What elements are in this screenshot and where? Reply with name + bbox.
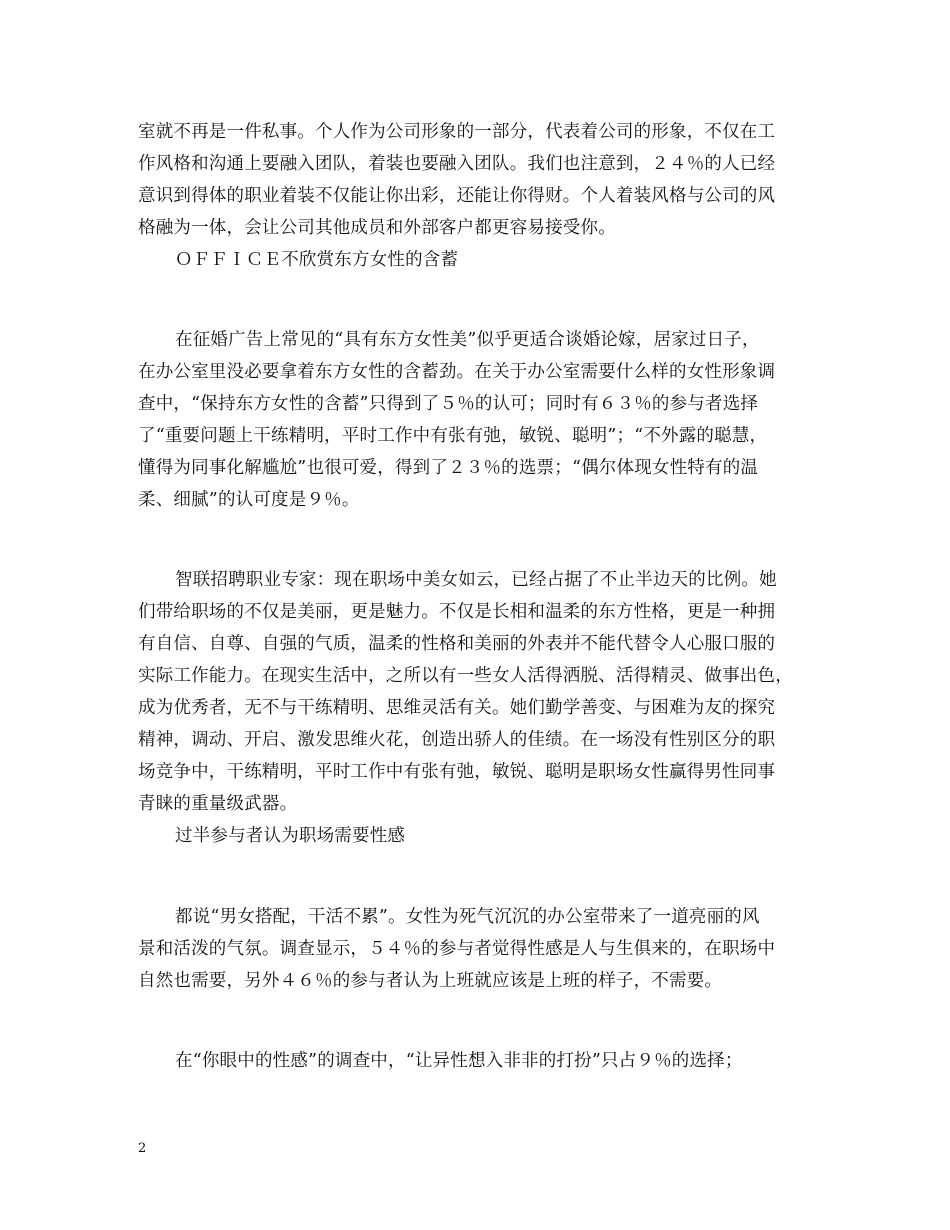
paragraph-line: 意识到得体的职业着装不仅能让你出彩，还能让你得财。个人着装风格与公司的风	[138, 186, 776, 206]
paragraph-line: 精神，调动、开启、激发思维火花，创造出骄人的佳绩。在一场没有性别区分的职	[138, 730, 776, 750]
paragraph-line: 青睐的重量级武器。	[138, 794, 298, 814]
paragraph-line: 在办公室里没必要拿着东方女性的含蓄劲。在关于办公室需要什么样的女性形象调	[138, 362, 776, 382]
paragraph-line: 在征婚广告上常见的“具有东方女性美”似乎更适合谈婚论嫁，居家过日子，	[175, 330, 760, 350]
paragraph-line: 了“重要问题上干练精明，平时工作中有张有弛，敏锐、聪明”；“不外露的聪慧，	[138, 426, 768, 446]
paragraph-line: 成为优秀者，无不与干练精明、思维灵活有关。她们勤学善变、与困难为友的探究	[138, 698, 776, 718]
paragraph-line: 实际工作能力。在现实生活中，之所以有一些女人活得洒脱、活得精灵、做事出色，	[138, 666, 793, 686]
paragraph-line: 都说“男女搭配，干活不累”。女性为死气沉沉的办公室带来了一道亮丽的风	[175, 907, 760, 927]
paragraph-line: 懂得为同事化解尴尬”也很可爱，得到了２３％的选票；“偶尔体现女性特有的温	[138, 458, 759, 478]
paragraph-line: 景和活泼的气氛。调查显示，５４％的参与者觉得性感是人与生俱来的，在职场中	[138, 939, 776, 959]
paragraph-line: 柔、细腻”的认可度是９％。	[138, 490, 360, 510]
paragraph-line: 查中，“保持东方女性的含蓄”只得到了５％的认可；同时有６３％的参与者选择	[138, 394, 759, 414]
paragraph-line: 智联招聘职业专家：现在职场中美女如云，已经占据了不止半边天的比例。她	[175, 570, 777, 590]
paragraph-line: 自然也需要，另外４６％的参与者认为上班就应该是上班的样子，不需要。	[138, 971, 723, 991]
section-heading: ＯＦＦＩＣＥ不欣赏东方女性的含蓄	[175, 250, 459, 270]
paragraph-line: 们带给职场的不仅是美丽，更是魅力。不仅是长相和温柔的东方性格，更是一种拥	[138, 602, 776, 622]
paragraph-line: 格融为一体，会让公司其他成员和外部客户都更容易接受你。	[138, 218, 616, 238]
paragraph-line: 室就不再是一件私事。个人作为公司形象的一部分，代表着公司的形象，不仅在工	[138, 122, 776, 142]
paragraph-line: 作风格和沟通上要融入团队，着装也要融入团队。我们也注意到，２４％的人已经	[138, 154, 776, 174]
section-heading: 过半参与者认为职场需要性感	[175, 826, 406, 846]
page-number: 2	[138, 1141, 147, 1156]
paragraph-line: 在“你眼中的性感”的调查中，“让异性想入非非的打扮”只占９％的选择；	[175, 1051, 743, 1071]
paragraph-line: 有自信、自尊、自强的气质，温柔的性格和美丽的外表并不能代替令人心服口服的	[138, 634, 776, 654]
paragraph-line: 场竞争中，干练精明，平时工作中有张有弛，敏锐、聪明是职场女性赢得男性同事	[138, 762, 776, 782]
